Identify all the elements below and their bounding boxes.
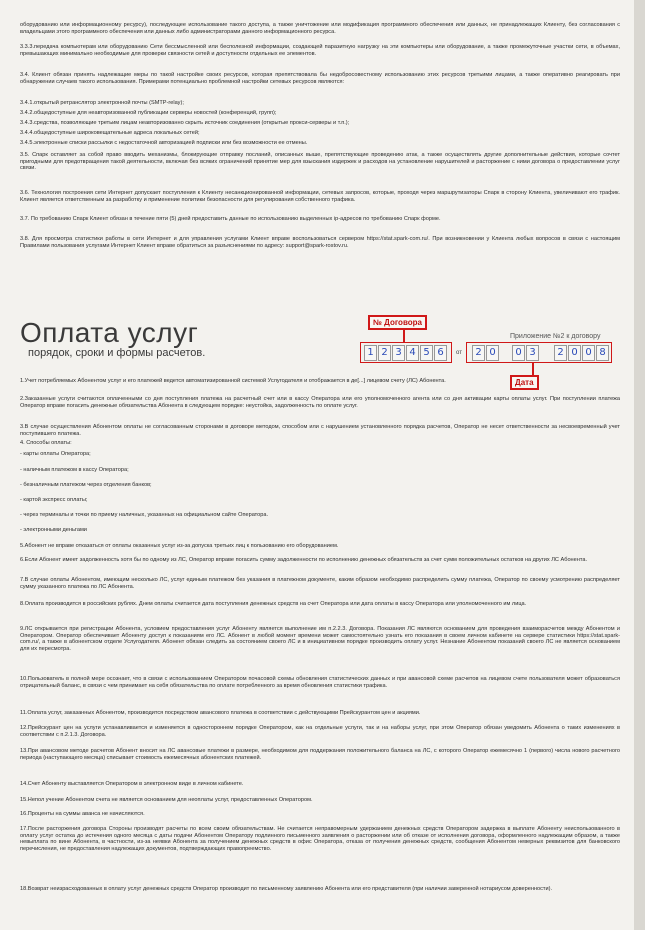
contract-number-boxes xyxy=(364,345,448,361)
date-month-boxes xyxy=(512,345,540,361)
paragraph-2: 2.Заказанные услуги считаются оплаченными со дня поступления платежа на расчетный счет или в кассу Оператора или его уполномоченного агента или со дня активации карты оплаты услуг. При поступлении платежа Оператор вправе погасить денежные обязательства Абонента в следующем порядке: неустойка, задолженность по оплате услуг. xyxy=(20,396,620,409)
paragraph-3-7: 3.7. По требованию Спарк Клиент обязан в течение пяти (5) дней предоставить данные по использованию выделенных ip-адресов по требованию Спарк форме. xyxy=(20,216,441,222)
contract-digit: 2 xyxy=(378,345,391,361)
contract-number-label: № Договора xyxy=(368,315,427,330)
date-digit: 0 xyxy=(568,345,581,361)
paragraph-3-4-1: 3.4.1.открытый ретранслятор электронной почты (SMTP-relay); xyxy=(20,100,184,106)
paragraph-3-8: 3.8. Для просмотра статистики работы в сети Интернет и для управления услугами Клиент вправе воспользоваться сервером https://stat.spark-com.ru/. При возникновении у Клиента любых вопросов в связи с настоящим Правилами пользования услугами Интернет Клиент вправе обратиться за разъяснениями по адресу: support@spark-rostov.ru. xyxy=(20,236,620,249)
paragraph-9: 9.ЛС открывается при регистрации Абонента, условием предоставления услуг Абоненту является выполнение им п.2.2.3. Договора. Показания ЛС являются основанием для проведения взаиморасчетов между Абонентом и Оператором. Оператор обеспечивает Абоненту доступ к показаниям его ЛС. Абонент в любой момент времени может самостоятельно узнать его показания в своем личном кабинете на сервере статистики https://stat.spark-com.ru/, а также в абонентском отделе Услугодателя. Абонент обязан следить за состоянием своего ЛС и в инициативном порядке производить оплату услуг. Незнание Абонентом показаний своего ЛС не является основанием для их пересмотра. xyxy=(20,626,620,652)
paragraph-1: 1.Учет потребляемых Абонентом услуг и его платежей ведется автоматизированной системой Услугодателя и отображается в де[...] лицевом счету (ЛС) Абонента. xyxy=(20,378,446,384)
contract-digit: 1 xyxy=(364,345,377,361)
contract-digit: 5 xyxy=(420,345,433,361)
paragraph-3-4: 3.4. Клиент обязан принять надлежащие меры по такой настройке своих ресурсов, которая препятствовала бы недобросовестному использованию этих ресурсов третьими лицами, а также оперативно реагировать при обнаружении случаев такого использования. Примерами потенциально проблемной настройки сетевых ресурсов являются: xyxy=(20,72,620,85)
date-digit: 3 xyxy=(526,345,539,361)
paragraph-14: 14.Счет Абоненту выставляется Оператором в электронном виде в личном кабинете. xyxy=(20,781,244,787)
payment-method-6: - электронными деньгами xyxy=(20,527,87,533)
contract-arrow xyxy=(403,330,405,342)
date-digit: 0 xyxy=(512,345,525,361)
date-year-boxes xyxy=(554,345,610,361)
contract-digit: 6 xyxy=(434,345,447,361)
paragraph-15: 15.Непол учение Абонентом счета не является основанием для неоплаты услуг, предоставленных Оператором. xyxy=(20,797,313,803)
date-arrow xyxy=(532,362,534,376)
date-digit: 0 xyxy=(582,345,595,361)
paragraph-16: 16.Проценты на суммы аванса не начисляются. xyxy=(20,811,145,817)
paragraph-8: 8.Оплата производится в российских рублях. Днем оплаты считается дата поступления денежных средств на счет Оператора или дата оплаты в кассу Оператора или уполномоченного им лица. xyxy=(20,601,527,607)
paragraph-3-3-3: 3.3.3.передача компьютерам или оборудованию Сети бессмысленной или бесполезной информации, создающей паразитную нагрузку на эти компьютеры или оборудование, а также промежуточные участки сети, в объемах, превышающих минимально необходимые для проверки связности сетей и доступности отдельных ее элементов. xyxy=(20,44,620,57)
payment-method-3: - безналичным платежом через отделения банков; xyxy=(20,482,152,488)
page-title: Оплата услуг xyxy=(20,317,199,348)
paragraph-17: 17.После расторжения договора Стороны производят расчеты по всем своим обязательствам. Не считается неправомерным удержанием денежных средств Оператором задержка в выплате Абоненту неиспользованного в оплату услуг остатка до истечения одного месяца с даты подачи Абонентом Оператору подлинного письменного заявления о расторжении или об отказе от исполнения договора, оформленного надлежащим образом, а также невыплата по вине Абонента, в частности, из-за неявки Абонента за получением денежных средств в офис Оператора, отказа от получения денежных средств, сообщения Абонентом неверных реквизитов для банковского перечисления, не предоставления надлежащих документов, подтверждающих правопреемство. xyxy=(20,826,620,852)
paragraph-3-3-2-tail: оборудованию или информационному ресурсу), последующее использование такого доступа, а также уничтожение или модификация программного обеспечения или данных, не принадлежащих Клиенту, без согласования с владельцами этого программного обеспечения или данных либо администраторами данного информационного ресурса. xyxy=(20,22,620,35)
date-day-boxes xyxy=(472,345,500,361)
paragraph-5: 5.Абонент не вправе отказаться от оплаты оказанных услуг из-за допуска третьих лиц к пользованию его оборудованием. xyxy=(20,543,339,549)
date-digit: 8 xyxy=(596,345,609,361)
payment-method-1: - карты оплаты Оператора; xyxy=(20,451,91,457)
paragraph-4: 4. Способы оплаты: xyxy=(20,440,72,446)
paragraph-6: 6.Если Абонент имеет задолженность хотя бы по одному из ЛС, Оператор вправе погасить сумму задолженности по исполнению денежных обязательств за счет сумм положительных остатков на других ЛС Абонента. xyxy=(20,557,588,563)
paragraph-3-4-2: 3.4.2.общедоступные для неавторизованной публикации серверы новостей (конференций, групп); xyxy=(20,110,277,116)
paragraph-11: 11.Оплата услуг, заказанных Абонентом, производится посредством авансового платежа в соответствии с действующими Прейскурантом цен и акциями. xyxy=(20,710,421,716)
paragraph-3-6: 3.6. Технология построения сети Интернет допускает поступления к Клиенту несанкционированной информации, сетевых запросов, которые, проходя через маршрутизаторы Спарк в сторону Клиента, увеличивают его трафик. Клиент является ответственным за разработку и применение политики безопасности для регулирования собственного трафика. xyxy=(20,190,620,203)
date-digit: 2 xyxy=(472,345,485,361)
page-subtitle: порядок, сроки и формы расчетов. xyxy=(28,347,206,359)
payment-method-5: - через терминалы и точки по приему наличных, указанных на официальном сайте Оператора. xyxy=(20,512,269,518)
paragraph-12: 12.Прейскурант цен на услуги устанавливается и изменяется в одностороннем порядке Оператором, как на отдельные услуги, так и на наборы услуг, при этом Оператор обязан уведомить Абонента о таких изменениях в соответствии с п.2.1.3. Договора. xyxy=(20,725,620,738)
appendix-label: Приложение №2 к договору xyxy=(510,333,601,340)
paragraph-3-4-5: 3.4.5.электронные списки рассылки с недостаточной авторизацией подписки или без возможности ее отмены. xyxy=(20,140,308,146)
date-digit: 2 xyxy=(554,345,567,361)
scan-edge xyxy=(634,0,645,930)
date-label: Дата xyxy=(510,375,539,390)
paragraph-3-4-3: 3.4.3.средства, позволяющие третьим лицам неавторизованно скрыть источник соединения (открытые прокси-серверы и т.п.); xyxy=(20,120,350,126)
payment-method-4: - картой экспресс оплаты; xyxy=(20,497,88,503)
paragraph-3-4-4: 3.4.4.общедоступные широковещательные адреса локальных сетей; xyxy=(20,130,200,136)
payment-method-2: - наличным платежом в кассу Оператора; xyxy=(20,467,129,473)
date-prefix: от xyxy=(456,350,462,356)
paragraph-3-5: 3.5. Спарк оставляет за собой право вводить механизмы, блокирующие отправку посланий, описанных выше, препятствующие проведению атак, а также осуществлять другие дополнительные действия, которые сочтет пригодными для предотвращения такой деятельности, включая без всяких ограничений принятие мер для взыскания издержек и расходов на установление нарушителей и расторжение с ними договора о предоставлении услуг связи. xyxy=(20,152,620,172)
paragraph-13: 13.При авансовом методе расчетов Абонент вносит на ЛС авансовые платежи в размере, необходимом для поддержания положительного баланса на ЛС, с которого Оператор ежемесячно 1 (первого) числа нового расчетного периода (наступающего месяца) списывает стоимость ежемесячных абонентских платежей. xyxy=(20,748,620,761)
paragraph-3: 3.В случае осуществления Абонентом оплаты не согласованным сторонами в договоре методом, способом или с нарушением установленного порядка расчетов, Оператор не несет ответственности за несвоевременный учет поступившего платежа. xyxy=(20,424,620,437)
paragraph-7: 7.В случае оплаты Абонентом, имеющим несколько ЛС, услуг единым платежом без указания в платежном документе, каким образом необходимо распределить сумму платежа, Оператор по своему усмотрению распределяет сумму указанного платежа по ЛС Абонента. xyxy=(20,577,620,590)
contract-digit: 4 xyxy=(406,345,419,361)
date-digit: 0 xyxy=(486,345,499,361)
paragraph-10: 10.Пользователь в полной мере осознает, что в связи с использованием Оператором почасовой схемы обновления статистических данных и при авансовой схеме расчетов на лицевом счете пользователя может образоваться отрицательный баланс, в связи с чем принимает на себя обязательства по оплате потребленного за время обновления статистики трафика. xyxy=(20,676,620,689)
paragraph-18: 18.Возврат неизрасходованных в оплату услуг денежных средств Оператор производит по письменному заявлению Абонента или его представителя (при наличии заверенной нотариусом доверенности). xyxy=(20,886,553,892)
contract-digit: 3 xyxy=(392,345,405,361)
